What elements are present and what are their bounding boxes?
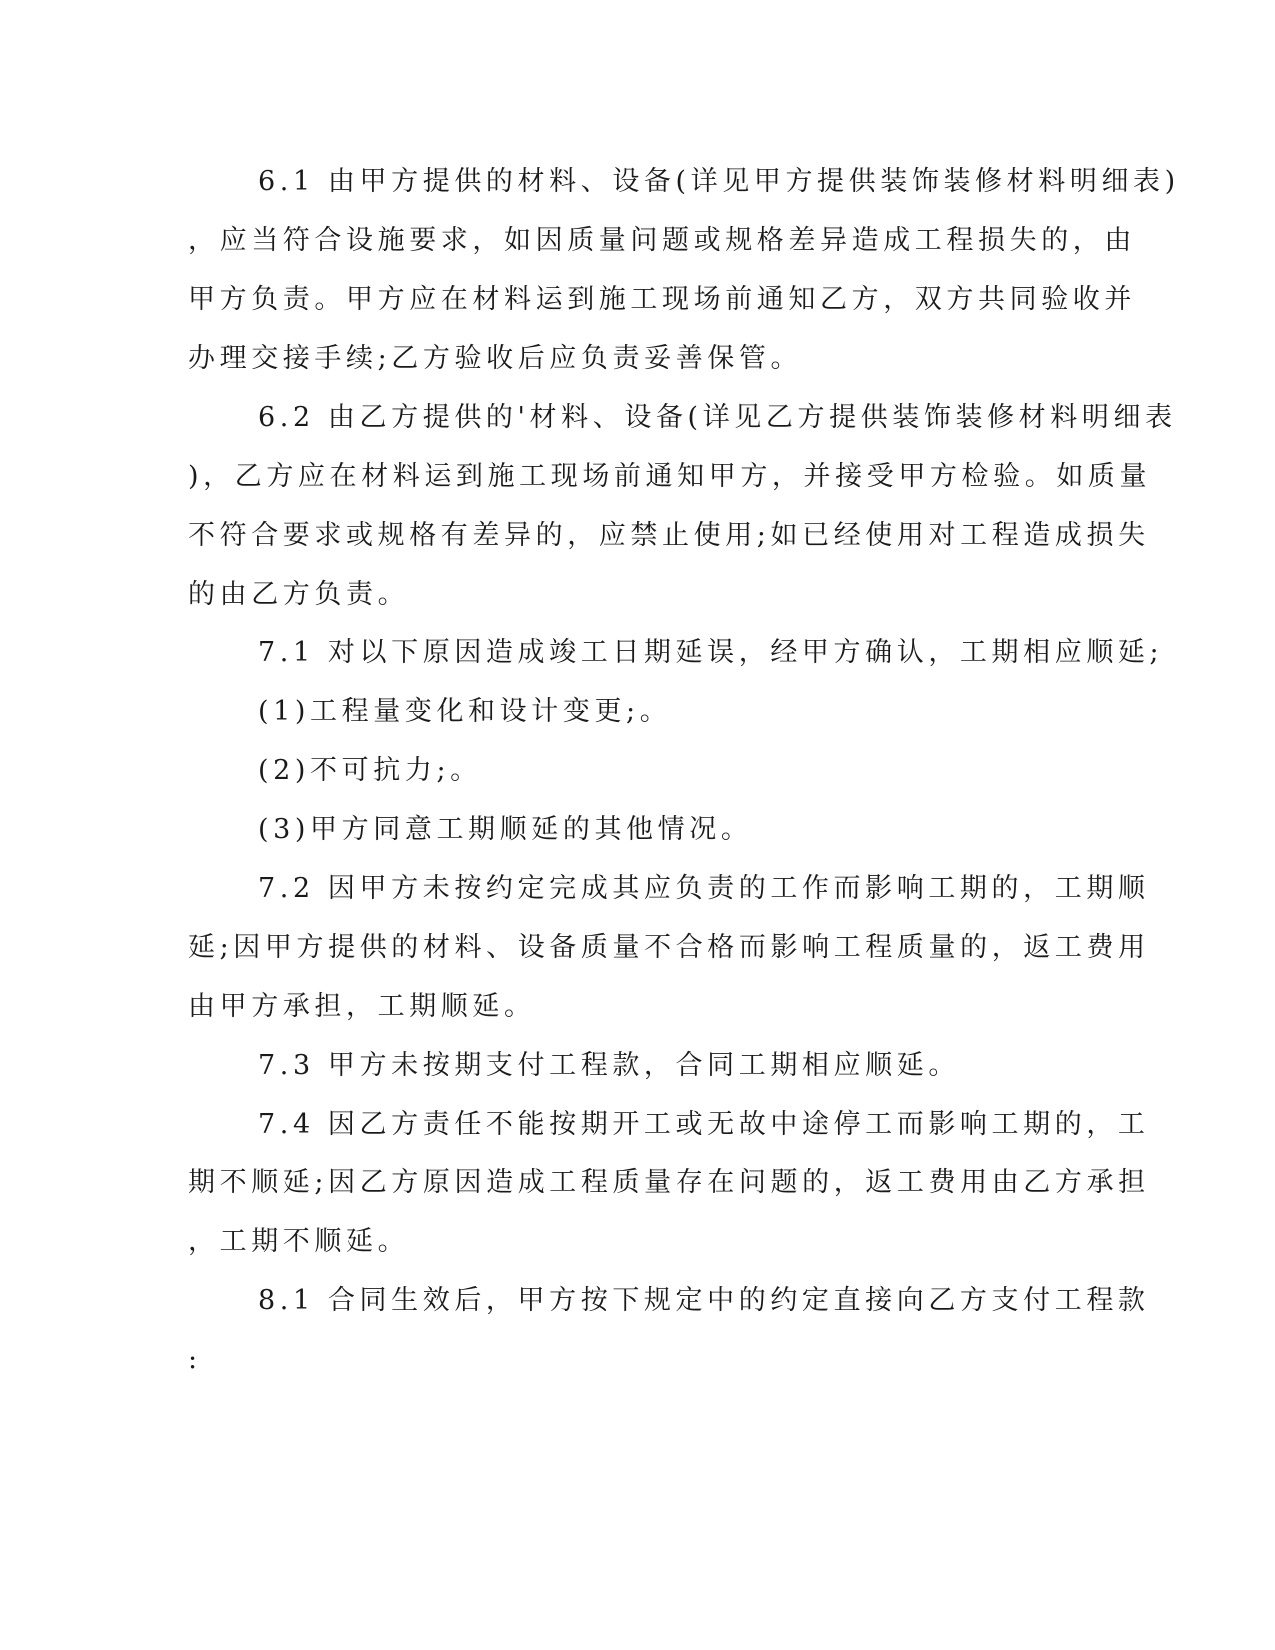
clause-6-1-line-2: ，应当符合设施要求，如因质量问题或规格差异造成工程损失的，由 — [188, 225, 1136, 256]
clause-6-1-line-1: 6.1 由甲方提供的材料、设备(详见甲方提供装饰装修材料明细表) — [258, 166, 1180, 197]
clause-7-2-line-1: 7.2 因甲方未按约定完成其应负责的工作而影响工期的，工期顺 — [258, 873, 1150, 904]
clause-6-2-line-1: 6.2 由乙方提供的'材料、设备(详见乙方提供装饰装修材料明细表 — [258, 402, 1177, 433]
clause-7-1-item-1: (1)工程量变化和设计变更;。 — [258, 696, 672, 727]
clause-7-2-line-3: 由甲方承担，工期顺延。 — [188, 991, 536, 1022]
clause-6-2-line-3: 不符合要求或规格有差异的，应禁止使用;如已经使用对工程造成损失 — [188, 520, 1150, 551]
clause-7-1-item-3: (3)甲方同意工期顺延的其他情况。 — [258, 814, 753, 845]
clause-7-3-line-1: 7.3 甲方未按期支付工程款，合同工期相应顺延。 — [258, 1050, 960, 1081]
clause-6-2-line-4: 的由乙方负责。 — [188, 579, 410, 610]
clause-6-1-line-4: 办理交接手续;乙方验收后应负责妥善保管。 — [188, 343, 803, 374]
clause-6-1-line-3: 甲方负责。甲方应在材料运到施工现场前通知乙方，双方共同验收并 — [188, 284, 1136, 315]
clause-6-2-line-2: )，乙方应在材料运到施工现场前通知甲方，并接受甲方检验。如质量 — [188, 461, 1152, 492]
clause-7-2-line-2: 延;因甲方提供的材料、设备质量不合格而影响工程质量的，返工费用 — [188, 932, 1150, 963]
clause-8-1-line-1: 8.1 合同生效后，甲方按下规定中的约定直接向乙方支付工程款 — [258, 1285, 1150, 1316]
clause-7-4-line-1: 7.4 因乙方责任不能按期开工或无故中途停工而影响工期的，工 — [258, 1109, 1150, 1140]
clause-7-1-line-1: 7.1 对以下原因造成竣工日期延误，经甲方确认，工期相应顺延; — [258, 637, 1164, 668]
clause-7-4-line-3: ，工期不顺延。 — [188, 1226, 410, 1257]
clause-7-1-item-2: (2)不可抗力;。 — [258, 755, 482, 786]
clause-7-4-line-2: 期不顺延;因乙方原因造成工程质量存在问题的，返工费用由乙方承担 — [188, 1167, 1150, 1198]
clause-8-1-line-2: : — [188, 1344, 202, 1375]
